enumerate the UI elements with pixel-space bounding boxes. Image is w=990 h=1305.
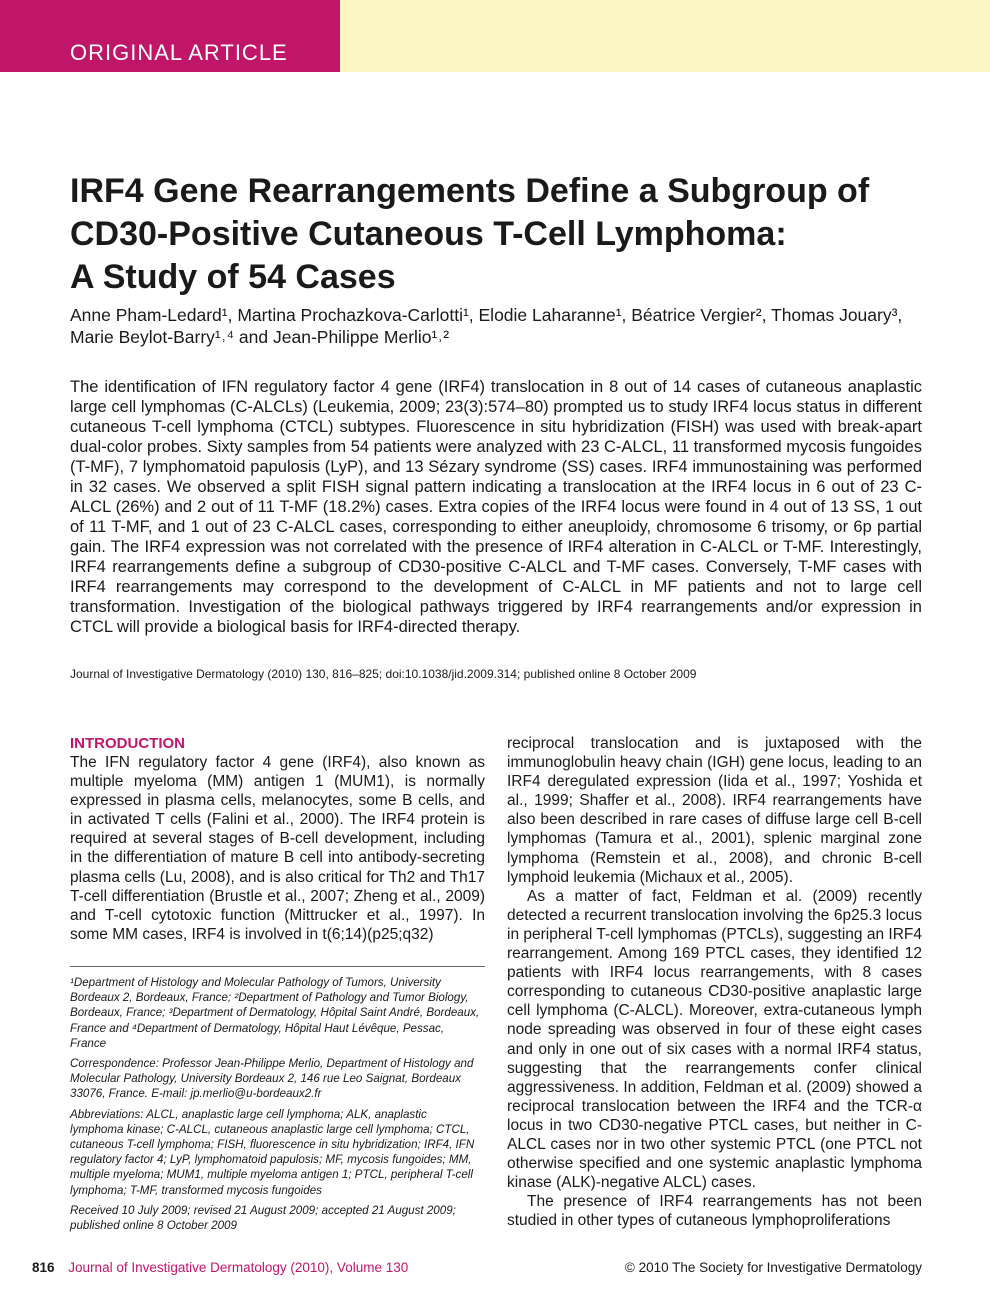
- title-line-3: A Study of 54 Cases: [70, 258, 396, 296]
- footnote-divider: [70, 966, 485, 967]
- right-column: [507, 734, 922, 1230]
- citation-line: Journal of Investigative Dermatology (2010) 130, 816–825; doi:10.1038/jid.2009.314; published online 8 October 2009: [70, 667, 697, 681]
- footnote-received: Received 10 July 2009; revised 21 August 2009; accepted 21 August 2009; published online 8 October 2009: [70, 1203, 456, 1233]
- footnote-affiliations: ¹Department of Histology and Molecular Pathology of Tumors, University Bordeaux 2, Bordeaux, France; ²Department of Pathology and Tumor Biology, Bordeaux, France; ³Department of Dermatology, Hôpital Saint André, Bordeaux, France and ⁴Department of Dermatology, Hôpital Haut Lévêque, Pessac, France: [70, 976, 480, 1050]
- footer-copyright: © 2010 The Society for Investigative Dermatology: [624, 1260, 922, 1275]
- footer-journal: Journal of Investigative Dermatology (2010), Volume 130: [68, 1260, 409, 1275]
- footnotes: [70, 975, 482, 1238]
- authors-line-1: Anne Pham-Ledard¹, Martina Prochazkova-Carlotti¹, Elodie Laharanne¹, Béatrice Vergier², Thomas Jouary³,: [70, 305, 903, 325]
- right-paragraph-3: The presence of IRF4 rearrangements has not been studied in other types of cutaneous lymphoproliferations: [507, 1193, 922, 1230]
- intro-paragraph-1: The IFN regulatory factor 4 gene (IRF4), also known as multiple myeloma (MM) antigen 1 (MUM1), is normally expressed in plasma cells, melanocytes, some B cells, and in activated T cells (Falini et al., 2000). The IRF4 protein is required at several stages of B-cell development, including in the differentiation of mature B cell into antibody-secreting plasma cells (Lu, 2008), and is also critical for Th2 and Th17 T-cell differentiation (Brustle et al., 2007; Zheng et al., 2009) and T-cell cytotoxic function (Mittrucker et al., 1997). In some MM cases, IRF4 is involved in t(6;14)(p25;q32): [70, 754, 485, 943]
- footnote-abbreviations: Abbreviations: ALCL, anaplastic large cell lymphoma; ALK, anaplastic lymphoma kinase; C-ALCL, cutaneous anaplastic large cell lymphoma; CTCL, cutaneous T-cell lymphoma; FISH, fluorescence in situ hybridization; IRF4, IFN regulatory factor 4; LyP, lymphomatoid papulosis; MF, mycosis fungoides; MM, multiple myeloma; MUM1, multiple myeloma antigen 1; PTCL, peripheral T-cell lymphoma; T-MF, transformed mycosis fungoides: [70, 1107, 475, 1197]
- section-heading-introduction: INTRODUCTION: [70, 735, 185, 752]
- left-column: [70, 734, 485, 944]
- authors-line-2: Marie Beylot-Barry¹˒⁴ and Jean-Philippe Merlio¹˒²: [70, 327, 450, 347]
- author-list: [70, 304, 930, 348]
- right-paragraph-1: reciprocal translocation and is juxtaposed with the immunoglobulin heavy chain (IGH) gene locus, leading to an IRF4 deregulated expression (Iida et al., 1997; Yoshida et al., 1999; Shaffer et al., 2008). IRF4 rearrangements have also been described in rare cases of diffuse large cell B-cell lymphomas (Tamura et al., 2001), splenic marginal zone lymphoma (Remstein et al., 2008), and chronic B-cell lymphoid leukemia (Michaux et al., 2005).: [507, 735, 922, 886]
- article-title: [70, 170, 950, 299]
- page-number: 816: [32, 1260, 55, 1275]
- banner-yellow-block: [340, 0, 990, 72]
- page-footer: [32, 1260, 922, 1275]
- footnote-correspondence: Correspondence: Professor Jean-Philippe Merlio, Department of Histology and Molecular Pathology, University Bordeaux 2, 146 rue Leo Saignat, Bordeaux 33076, France. E-mail: jp.merlio@u-bordeaux2.fr: [70, 1057, 474, 1101]
- title-line-1: IRF4 Gene Rearrangements Define a Subgroup of: [70, 172, 870, 210]
- abstract: The identification of IFN regulatory factor 4 gene (IRF4) translocation in 8 out of 14 cases of cutaneous anaplastic large cell lymphomas (C-ALCLs) (Leukemia, 2009; 23(3):574–80) prompted us to study IRF4 locus status in different cutaneous T-cell lymphoma (CTCL) subtypes. Fluorescence in situ hybridization (FISH) was used with break-apart dual-color probes. Sixty samples from 54 patients were analyzed with 23 C-ALCL, 11 transformed mycosis fungoides (T-MF), 7 lymphomatoid papulosis (LyP), and 13 Sézary syndrome (SS) cases. IRF4 immunostaining was performed in 32 cases. We observed a split FISH signal pattern indicating a translocation at the IRF4 locus in 6 out of 23 C-ALCL (26%) and 2 out of 11 T-MF (18.2%) cases. Extra copies of the IRF4 locus were found in 4 out of 13 SS, 1 out of 11 T-MF, and 1 out of 23 C-ALCL cases, corresponding to either aneuploidy, chromosome 6 trisomy, or 6p partial gain. The IRF4 expression was not correlated with the presence of IRF4 alteration in C-ALCL or T-MF. Interestingly, IRF4 rearrangements define a subgroup of CD30-positive C-ALCL and T-MF cases. Conversely, T-MF cases with IRF4 rearrangements may correspond to the development of C-ALCL in MF patients and not to large cell transformation. Investigation of the biological pathways triggered by IRF4 rearrangements and/or expression in CTCL will provide a biological basis for IRF4-directed therapy.: [70, 378, 922, 636]
- title-line-2: CD30-Positive Cutaneous T-Cell Lymphoma:: [70, 215, 787, 253]
- article-type-label: ORIGINAL ARTICLE: [70, 40, 288, 65]
- right-paragraph-2: As a matter of fact, Feldman et al. (2009) recently detected a recurrent translocation involving the 6p25.3 locus in peripheral T-cell lymphomas (PTCLs), suggesting an IRF4 rearrangement. Among 169 PTCL cases, they identified 12 patients with IRF4 locus rearrangements, with 8 cases corresponding to cutaneous CD30-positive anaplastic large cell lymphoma (C-ALCL). Moreover, extra-cutaneous lymph node spreading was observed in four of these eight cases and only in one out of six cases with a normal IRF4 status, suggesting that the rearrangements confer clinical aggressiveness. In addition, Feldman et al. (2009) showed a reciprocal translocation between the IRF4 and the TCR-α locus in two CD30-negative PTCL cases, but neither in C-ALCL cases nor in two other systemic PTCL (one PTCL not otherwise specified and one systemic anaplastic lymphoma kinase (ALK)-negative ALCL) cases.: [507, 887, 922, 1192]
